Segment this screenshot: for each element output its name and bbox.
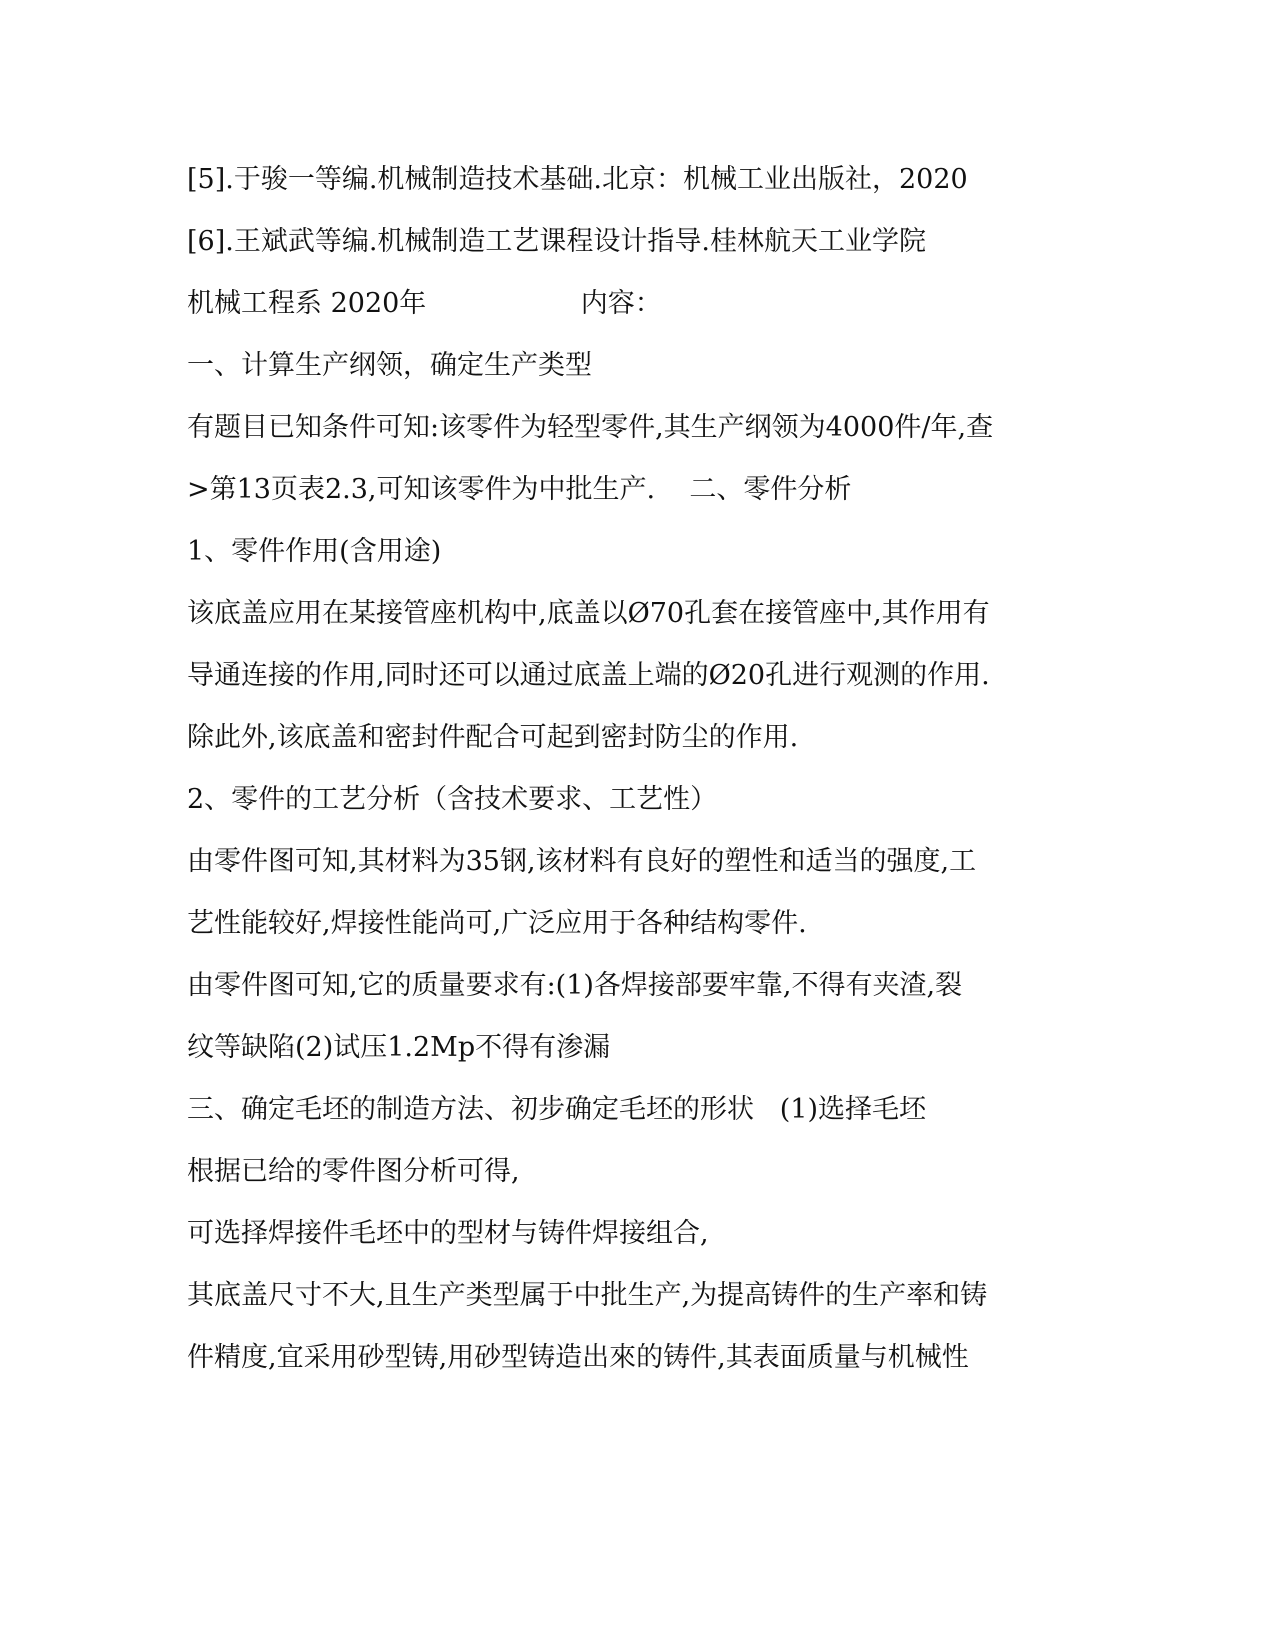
body-text-line: 其底盖尺寸不大,且生产类型属于中批生产,为提高铸件的生产率和铸 (187, 1280, 988, 1311)
section-3-heading: 三、确定毛坯的制造方法、初步确定毛坯的形状 (1)选择毛坯 (187, 1094, 926, 1125)
body-text-line: 可选择焊接件毛坯中的型材与铸件焊接组合, (187, 1218, 709, 1249)
body-text-line: >第13页表2.3,可知该零件为中批生产. 二、零件分析 (187, 474, 852, 505)
subsection-2-heading: 2、零件的工艺分析（含技术要求、工艺性） (187, 784, 718, 815)
subsection-1-heading: 1、零件作用(含用途) (187, 536, 442, 567)
body-text-line: 件精度,宜采用砂型铸,用砂型铸造出來的铸件,其表面质量与机械性 (187, 1342, 969, 1373)
section-1-heading: 一、计算生产纲领，确定生产类型 (187, 350, 592, 381)
reference-6: [6].王斌武等编.机械制造工艺课程设计指导.桂林航天工业学院 (187, 226, 926, 257)
reference-6-continued: 机械工程系 2020年 内容： (187, 288, 662, 319)
body-text-line: 该底盖应用在某接管座机构中,底盖以Ø70孔套在接管座中,其作用有 (187, 598, 990, 629)
body-text-line: 由零件图可知,其材料为35钢,该材料有良好的塑性和适当的强度,工 (187, 846, 977, 877)
body-text-line: 根据已给的零件图分析可得, (187, 1156, 520, 1187)
body-text-line: 除此外,该底盖和密封件配合可起到密封防尘的作用. (187, 722, 799, 753)
body-text-line: 有题目已知条件可知:该零件为轻型零件,其生产纲领为4000件/年,查 (187, 412, 994, 443)
body-text-line: 导通连接的作用,同时还可以通过底盖上端的Ø20孔进行观测的作用. (187, 660, 990, 691)
body-text-line: 纹等缺陷(2)试压1.2Mp不得有渗漏 (187, 1032, 611, 1063)
reference-5: [5].于骏一等编.机械制造技术基础.北京：机械工业出版社，2020 (187, 164, 968, 195)
body-text-line: 艺性能较好,焊接性能尚可,广泛应用于各种结构零件. (187, 908, 807, 939)
body-text-line: 由零件图可知,它的质量要求有:(1)各焊接部要牢靠,不得有夹渣,裂 (187, 970, 963, 1001)
